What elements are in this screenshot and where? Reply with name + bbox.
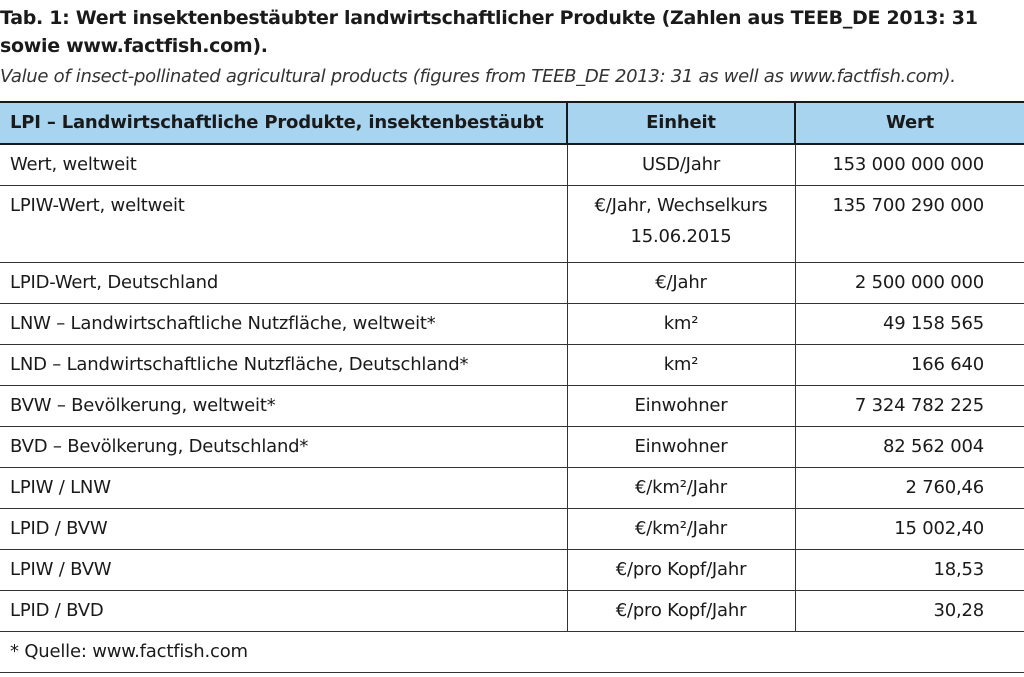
row-value: 18,53 bbox=[795, 550, 1024, 591]
table-row bbox=[0, 427, 1024, 468]
row-unit: €/Jahr, Wechselkurs 15.06.2015 bbox=[567, 186, 795, 263]
row-unit: €/Jahr bbox=[567, 263, 795, 304]
row-unit: km² bbox=[567, 345, 795, 386]
row-unit: km² bbox=[567, 304, 795, 345]
header-value: Wert bbox=[795, 102, 1024, 144]
row-value: 2 500 000 000 bbox=[795, 263, 1024, 304]
row-value: 135 700 290 000 bbox=[795, 186, 1024, 263]
row-value: 166 640 bbox=[795, 345, 1024, 386]
row-value: 2 760,46 bbox=[795, 468, 1024, 509]
row-unit: €/pro Kopf/Jahr bbox=[567, 591, 795, 632]
row-name: LPID-Wert, Deutschland bbox=[0, 263, 567, 304]
table-header bbox=[0, 102, 1024, 144]
source-footnote: * Quelle: www.factfish.com bbox=[0, 632, 1024, 673]
row-unit: Einwohner bbox=[567, 427, 795, 468]
row-value: 15 002,40 bbox=[795, 509, 1024, 550]
table-row bbox=[0, 468, 1024, 509]
header-row bbox=[0, 102, 1024, 144]
table-row bbox=[0, 263, 1024, 304]
row-value: 49 158 565 bbox=[795, 304, 1024, 345]
row-name: LPID / BVD bbox=[0, 591, 567, 632]
table-row bbox=[0, 591, 1024, 632]
row-value: 82 562 004 bbox=[795, 427, 1024, 468]
row-name: LPIW / LNW bbox=[0, 468, 567, 509]
table-footer bbox=[0, 632, 1024, 673]
footnote-row bbox=[0, 632, 1024, 673]
row-name: Wert, weltweit bbox=[0, 144, 567, 186]
table-row bbox=[0, 386, 1024, 427]
table-row bbox=[0, 186, 1024, 263]
row-name: LPID / BVW bbox=[0, 509, 567, 550]
row-name: LPIW-Wert, weltweit bbox=[0, 186, 567, 263]
table-caption-subtitle: Value of insect-pollinated agricultural products (figures from TEEB_DE 2013: 31 as well as www.factfish.com). bbox=[0, 66, 956, 87]
row-unit: €/km²/Jahr bbox=[567, 468, 795, 509]
table-body bbox=[0, 144, 1024, 632]
row-name: LND – Landwirtschaftliche Nutzfläche, Deutschland* bbox=[0, 345, 567, 386]
row-value: 153 000 000 000 bbox=[795, 144, 1024, 186]
table-row bbox=[0, 550, 1024, 591]
row-value: 30,28 bbox=[795, 591, 1024, 632]
row-name: BVW – Bevölkerung, weltweit* bbox=[0, 386, 567, 427]
table-row bbox=[0, 304, 1024, 345]
table-row bbox=[0, 509, 1024, 550]
row-name: LPIW / BVW bbox=[0, 550, 567, 591]
table-caption-title: Tab. 1: Wert insektenbestäubter landwirtschaftlicher Produkte (Zahlen aus TEEB_DE 2013: 31 sowie www.factfish.com). bbox=[0, 7, 978, 57]
row-unit: Einwohner bbox=[567, 386, 795, 427]
header-unit: Einheit bbox=[567, 102, 795, 144]
data-table bbox=[0, 101, 1024, 673]
row-unit: €/pro Kopf/Jahr bbox=[567, 550, 795, 591]
table-row bbox=[0, 345, 1024, 386]
row-name: LNW – Landwirtschaftliche Nutzfläche, weltweit* bbox=[0, 304, 567, 345]
row-unit: USD/Jahr bbox=[567, 144, 795, 186]
row-value: 7 324 782 225 bbox=[795, 386, 1024, 427]
header-product: LPI – Landwirtschaftliche Produkte, insektenbestäubt bbox=[0, 102, 567, 144]
table-row bbox=[0, 144, 1024, 186]
row-name: BVD – Bevölkerung, Deutschland* bbox=[0, 427, 567, 468]
row-unit: €/km²/Jahr bbox=[567, 509, 795, 550]
